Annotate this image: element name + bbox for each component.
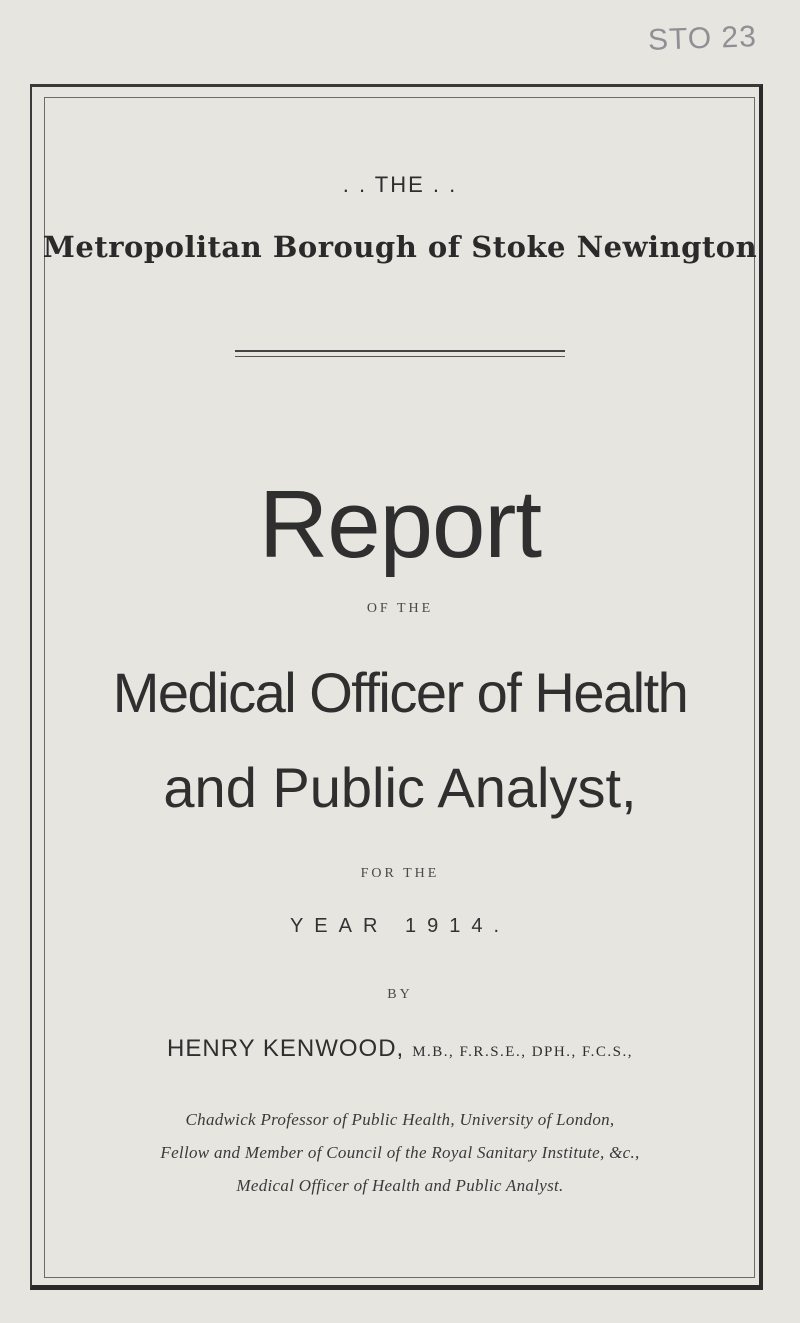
author-qualifications: M.B., F.R.S.E., DPH., F.C.S., [412,1044,633,1060]
shelfmark-annotation: STO 23 [647,20,758,57]
title-line-2: and Public Analyst, [163,756,637,819]
divider-rule-thin [235,356,565,357]
description-line-3: Medical Officer of Health and Public Analyst. [236,1176,564,1195]
of-the-text: OF THE [366,601,434,616]
author-name: HENRY KENWOOD, [167,1035,405,1062]
by-text: BY [387,987,413,1002]
report-heading: Report [258,471,542,578]
for-the-text: FOR THE [360,866,440,881]
report-year: YEAR 1914. [289,915,511,937]
author-line [0,1035,800,1063]
borough-title: Metropolitan Borough of Stoke Newington [42,230,758,264]
title-line-1: Medical Officer of Health [112,661,688,724]
description-line-2: Fellow and Member of Council of the Royal Sanitary Institute, &c., [160,1143,640,1162]
description-line-1: Chadwick Professor of Public Health, University of London, [185,1110,615,1129]
header-the: . . THE . . [342,172,458,197]
divider-rule-thick [235,350,565,352]
